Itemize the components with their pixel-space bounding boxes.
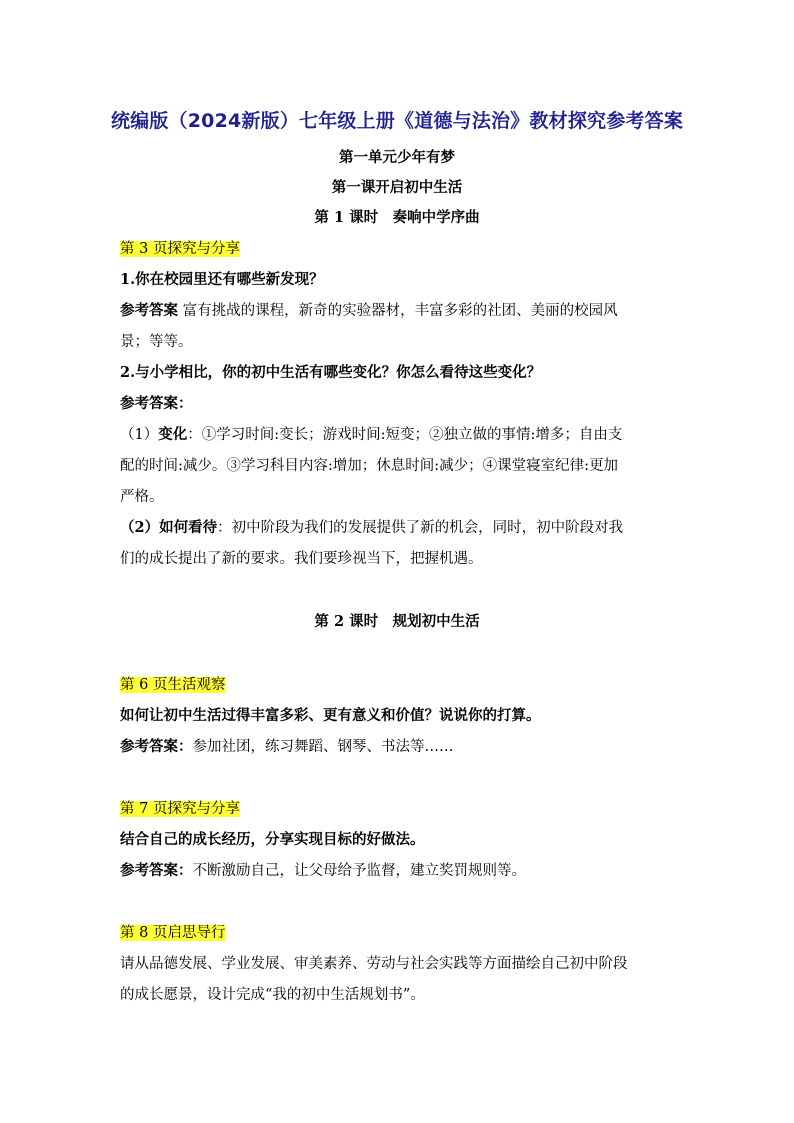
period-2-heading: 第 2 课时 规划初中生活 (314, 613, 480, 630)
section-heading-p6 (120, 673, 680, 694)
answer-text: 不断激励自己，让父母给予监督，建立奖罚规则等。 (192, 863, 526, 879)
changes-line-1 (120, 423, 680, 444)
period-1-heading: 第 1 课时 奏响中学序曲 (314, 209, 480, 226)
unit-heading: 第一单元少年有梦 (339, 149, 455, 166)
changes-line-2: 配的时间:减少。③学习科目内容:增加；休息时间:减少；④课堂寝室纪律:更加 (120, 458, 619, 474)
task-line-2: 的成长愿景，设计完成“我的初中生活规划书”。 (120, 987, 425, 1003)
changes-text: ：①学习时间:变长；游戏时间:短变；②独立做的事情:增多；自由支 (187, 427, 623, 443)
answer-label: 参考答案： (120, 862, 193, 879)
answer-text: 富有挑战的课程，新奇的实验器材，丰富多彩的社团、美丽的校园风 (178, 303, 618, 319)
document-title: 统编版（2024新版）七年级上册《道德与法治》教材探究参考答案 (110, 110, 684, 132)
changes-prefix: （1） (120, 427, 159, 443)
lesson-heading: 第一课开启初中生活 (331, 179, 463, 196)
question-1: 1.你在校园里还有哪些新发现？ (120, 271, 324, 288)
answer-p7 (120, 859, 680, 880)
answer-1-line-2: 景；等等。 (120, 334, 193, 350)
changes-label: 变化 (158, 426, 188, 443)
view-line-2: 们的成长提出了新的要求。我们要珍视当下，把握机遇。 (120, 551, 483, 567)
highlighted-heading: 第 7 页探究与分享 (120, 801, 240, 817)
answer-label: 参考答案 (120, 302, 178, 319)
question-p6: 如何让初中生活过得丰富多彩、更有意义和价值？说说你的打算。 (120, 707, 541, 724)
answer-text: 参加社团，练习舞蹈、钢琴、书法等…… (192, 739, 454, 755)
answer-2-label: 参考答案： (120, 395, 193, 412)
view-line-1 (120, 516, 680, 537)
highlighted-heading: 第 6 页生活观察 (120, 677, 226, 693)
section-heading-p3 (120, 237, 680, 258)
view-label: （2）如何看待 (120, 519, 218, 536)
answer-1-line-1 (120, 299, 680, 320)
section-heading-p8 (120, 921, 680, 942)
section-heading-p7 (120, 797, 680, 818)
highlighted-heading: 第 8 页启思导行 (120, 925, 226, 941)
view-text: ：初中阶段为我们的发展提供了新的机会，同时，初中阶段对我 (217, 520, 624, 536)
answer-p6 (120, 735, 680, 756)
question-2: 2.与小学相比，你的初中生活有哪些变化？你怎么看待这些变化？ (120, 364, 542, 381)
changes-line-3: 严格。 (120, 489, 164, 505)
question-p7: 结合自己的成长经历，分享实现目标的好做法。 (120, 831, 425, 848)
task-line-1: 请从品德发展、学业发展、审美素养、劳动与社会实践等方面描绘自己初中阶段 (120, 956, 628, 972)
answer-label: 参考答案： (120, 738, 193, 755)
highlighted-heading: 第 3 页探究与分享 (120, 241, 240, 257)
